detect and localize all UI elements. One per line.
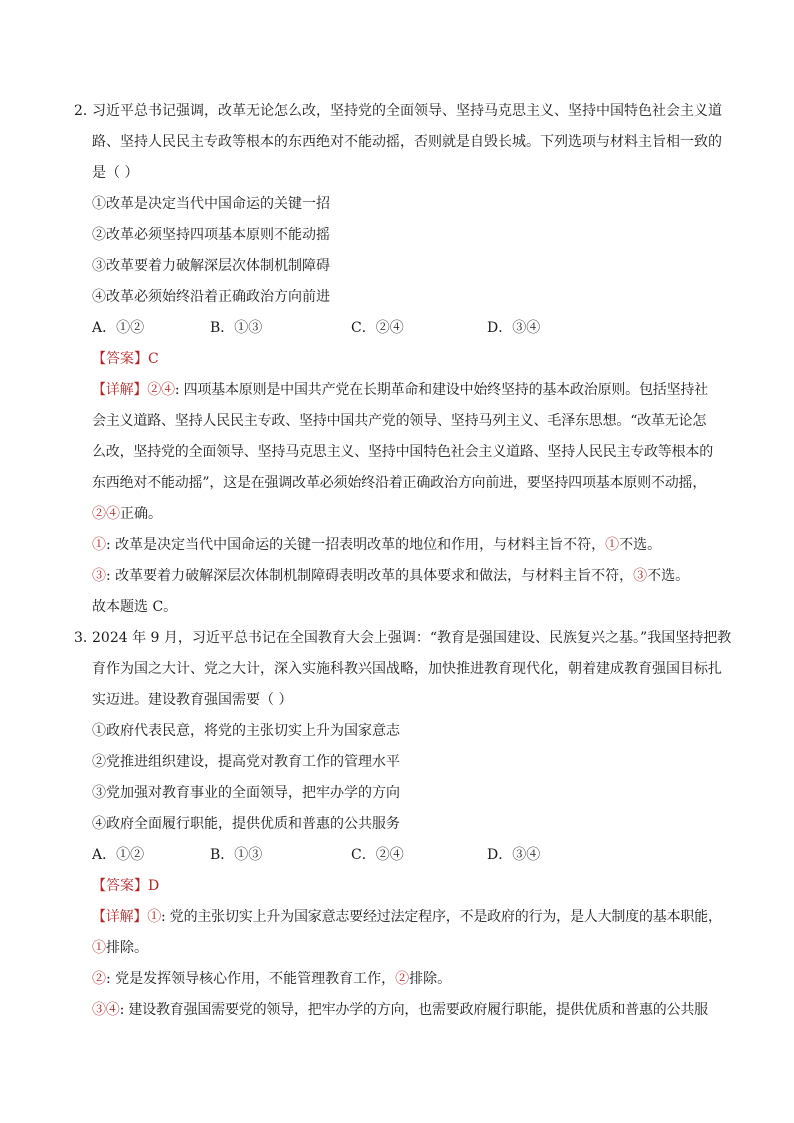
- statement-item: ②党推进组织建设，提高党对教育工作的管理水平: [92, 754, 400, 770]
- stem-line: 路、坚持人民民主专政等根本的东西绝对不能动摇，否则就是自毁长城。下列选项与材料主旨相一致的: [92, 134, 722, 150]
- stem-line: 2024 年 9 月，习近平总书记在全国教育大会上强调：“教育是强国建设、民族复兴之基。”我国坚持把教: [92, 630, 732, 646]
- detail-end-lead: ②④: [92, 506, 120, 522]
- detail-tag: 【详解】: [92, 909, 148, 925]
- statement-item: ④改革必须始终沿着正确政治方向前进: [92, 289, 330, 305]
- answer-line: [74, 871, 724, 902]
- exclusion-text: : 党是发挥领导核心作用，不能管理教育工作，: [106, 971, 396, 987]
- option-b[interactable]: B．①③: [210, 320, 263, 336]
- statement-list: [74, 189, 724, 313]
- stem-line: 实迈进。建设教育强国需要（ ）: [92, 692, 293, 708]
- detail-line: [92, 375, 724, 406]
- detail-end: 正确。: [120, 506, 162, 522]
- exclusion-lead: ③: [92, 568, 106, 584]
- exclusion-line: [92, 530, 724, 561]
- conclusion-line: 故本题选 C。: [92, 599, 178, 615]
- detail-line: 会主义道路、坚持人民民主专政、坚持中国共产党的领导、坚持马列主义、毛泽东思想。“改革无论怎: [92, 413, 707, 429]
- detail-end: 排除。: [106, 940, 148, 956]
- statement-item: ②改革必须坚持四项基本原则不能动摇: [92, 227, 330, 243]
- answer-tag: 【答案】: [92, 351, 148, 367]
- question-stem: [74, 96, 724, 189]
- exclusion-mark: ③: [633, 568, 648, 584]
- option-b[interactable]: B．①③: [210, 847, 263, 863]
- statement-list: [74, 716, 724, 840]
- detail-block: [74, 902, 724, 1026]
- question-stem: [74, 623, 732, 716]
- exclusion-text: : 改革要着力破解深层次体制机制障碍表明改革的具体要求和做法，与材料主旨不符，: [106, 568, 634, 584]
- stem-line: 习近平总书记强调，改革无论怎么改，坚持党的全面领导、坚持马克思主义、坚持中国特色社会主义道: [92, 103, 722, 119]
- detail-tag: 【详解】: [92, 382, 148, 398]
- detail-line: [92, 499, 724, 530]
- document-content: [74, 96, 732, 1026]
- exclusion-text: : 建设教育强国需要党的领导，把牢办学的方向，也需要政府履行职能，提供优质和普惠的公共服: [119, 1002, 708, 1018]
- statement-item: ③党加强对教育事业的全面领导，把牢办学的方向: [92, 785, 400, 801]
- exclusion-lead: ①: [92, 537, 106, 553]
- statement-item: ③改革要着力破解深层次体制机制障碍: [92, 258, 330, 274]
- detail-end-lead: ①: [92, 940, 106, 956]
- question-2: [74, 96, 724, 623]
- exclusion-mark: ②: [395, 971, 410, 987]
- exclusion-line: [92, 561, 724, 592]
- answer-value: D: [148, 878, 160, 894]
- answer-line: [74, 344, 724, 375]
- question-number: 3．: [74, 630, 97, 646]
- option-a[interactable]: A．①②: [92, 320, 145, 336]
- option-c[interactable]: C．②④: [351, 847, 404, 863]
- detail-text: : 四项基本原则是中国共产党在长期革命和建设中始终坚持的基本政治原则。包括坚持社: [174, 382, 708, 398]
- detail-line: 么改，坚持党的全面领导、坚持马克思主义、坚持中国特色社会主义道路、坚持人民民主专政等根本的: [92, 444, 713, 460]
- stem-line: 育作为国之大计、党之大计，深入实施科教兴国战略，加快推进教育现代化，朝着建成教育强国目标扎: [92, 661, 722, 677]
- exclusion-lead: ③④: [92, 1002, 120, 1018]
- option-d[interactable]: D．③④: [487, 847, 541, 863]
- answer-value: C: [148, 351, 159, 367]
- exclusion-line: [92, 964, 724, 995]
- exclusion-end: 排除。: [409, 971, 452, 987]
- question-3: [74, 623, 732, 1026]
- exclusion-text: : 改革是决定当代中国命运的关键一招表明改革的地位和作用，与材料主旨不符，: [106, 537, 606, 553]
- statement-item: ④政府全面履行职能，提供优质和普惠的公共服务: [92, 816, 400, 832]
- detail-lead: ②④: [147, 382, 175, 398]
- exclusion-line: [92, 995, 724, 1026]
- detail-text: : 党的主张切实上升为国家意志要经过法定程序，不是政府的行为，是人大制度的基本职能，: [161, 909, 722, 925]
- exclusion-lead: ②: [92, 971, 106, 987]
- detail-block: [74, 375, 724, 623]
- answer-tag: 【答案】: [92, 878, 148, 894]
- option-d[interactable]: D．③④: [487, 320, 541, 336]
- detail-line: [92, 933, 724, 964]
- option-a[interactable]: A．①②: [92, 847, 145, 863]
- detail-lead: ①: [147, 909, 162, 925]
- exclusion-mark: ①: [605, 537, 620, 553]
- detail-line: 东西绝对不能动摇”，这是在强调改革必须始终沿着正确政治方向前进，要坚持四项基本原则不动摇，: [92, 475, 707, 491]
- option-row: [74, 313, 724, 344]
- statement-item: ①政府代表民意，将党的主张切实上升为国家意志: [92, 723, 400, 739]
- question-number: 2．: [74, 103, 97, 119]
- option-c[interactable]: C．②④: [351, 320, 404, 336]
- detail-line: [92, 902, 724, 933]
- statement-item: ①改革是决定当代中国命运的关键一招: [92, 196, 330, 212]
- option-row: [74, 840, 724, 871]
- exclusion-end: 不选。: [647, 568, 690, 584]
- exclusion-end: 不选。: [619, 537, 662, 553]
- stem-line: 是（ ）: [92, 165, 139, 181]
